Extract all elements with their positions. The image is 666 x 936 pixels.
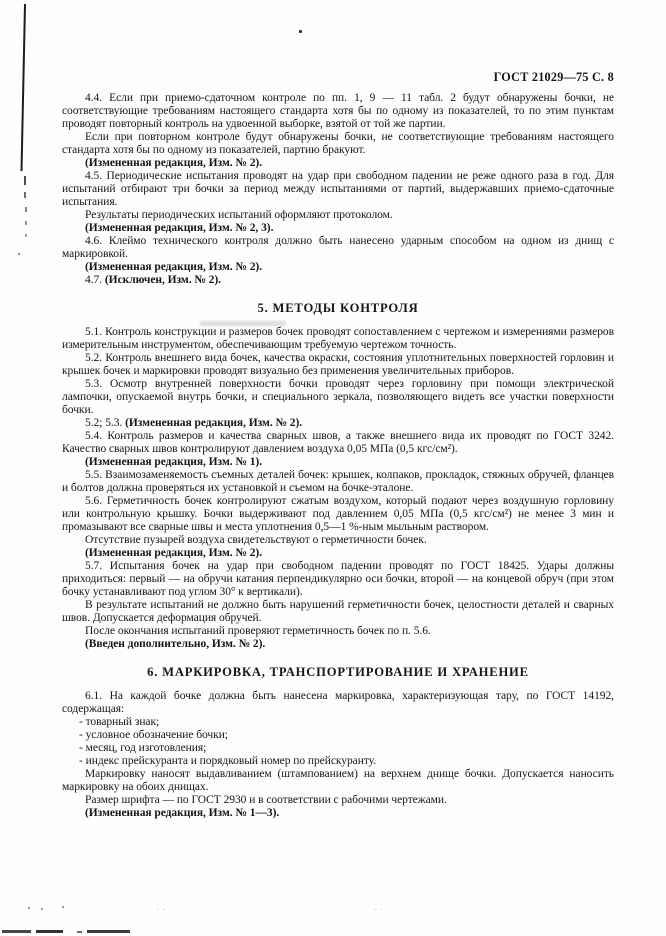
clause-4-6-paragraph: 4.6. Клеймо технического контроля должно быть нанесено ударным способом на одном из днищ с маркировкой. <box>62 235 614 260</box>
clause-6-1-paragraph-3: Размер шрифта — по ГОСТ 2930 и в соответствии с рабочими чертежами. <box>85 794 447 806</box>
scan-artifact-dash <box>24 176 26 185</box>
scan-artifact-speck <box>299 30 302 33</box>
doc-body <box>62 92 614 820</box>
clause-5-7-paragraph-3: После окончания испытаний проверяют герметичность бочек по п. 5.6. <box>85 625 431 637</box>
scan-artifact-edge-strip <box>2 930 31 933</box>
clause-4-4-paragraph-2: Если при повторном контроле будут обнаружены бочки, не соответствующие требованиям настоящего стандарта хотя бы по одному из показателей, партию бракуют. <box>62 131 614 156</box>
marking-list-item: - товарный знак; <box>79 716 160 728</box>
revision-note-inline: (Измененная редакция, Изм. № 2). <box>125 417 303 429</box>
section-heading-5: 5. МЕТОДЫ КОНТРОЛЯ <box>257 301 419 315</box>
scan-artifact-speck <box>157 909 158 910</box>
scan-artifact-edge-strip <box>87 930 130 933</box>
clause-4-4-paragraph: 4.4. Если при приемо-сдаточном контроле по пп. 1, 9 — 11 табл. 2 будут обнаружены бочки, не соответствующие требованиям настоящего стандарта хотя бы по одному из показателей, то по этим пунктам проводят повторный контроль на удвоенной выборке, взятой от той же партии. <box>62 92 614 130</box>
scan-artifact-edge-strip <box>36 930 63 933</box>
clause-5-4-paragraph: 5.4. Контроль размеров и качества сварных швов, а также внешнего вида их проводят по ГОСТ 3242. Качество сварных швов контролируют давлением воздуха 0,05 МПа (0,5 кгс/см²). <box>62 430 614 455</box>
clause-5-3-paragraph: 5.3. Осмотр внутренней поверхности бочки проводят через горловину при помощи электрической лампочки, опускаемой внутрь бочки, и специального зеркала, позволяющего видеть все участки поверхности бочки. <box>62 378 614 416</box>
clause-4-5-paragraph-2: Результаты периодических испытаний оформляют протоколом. <box>85 209 393 221</box>
scan-artifact-speck <box>18 253 20 255</box>
clause-6-1-paragraph-2: Маркировку наносят выдавливанием (штампованием) на верхнем днище бочки. Допускается наносить маркировку на обоих днищах. <box>62 768 614 793</box>
scan-artifact-speck <box>28 907 30 909</box>
clause-6-1-paragraph: 6.1. На каждой бочке должна быть нанесена маркировка, характеризующая тару, по ГОСТ 14192, содержащая: <box>62 690 614 715</box>
revision-note-inline: (Исключен, Изм. № 2). <box>104 274 221 286</box>
scan-artifact-dash <box>25 207 27 212</box>
scan-artifact-speck <box>41 908 43 910</box>
clause-number: 4.7. <box>85 274 105 286</box>
revision-note: (Измененная редакция, Изм. № 1). <box>85 456 263 468</box>
clause-5-6-paragraph-2: Отсутствие пузырей воздуха свидетельствуют о герметичности бочек. <box>85 534 427 546</box>
clause-5-1-paragraph: 5.1. Контроль конструкции и размеров бочек проводят сопоставлением с чертежом и измерениями размеров измерительным инструментом, обеспечивающим требуемую чертежом точность. <box>62 326 614 351</box>
section-heading-6: 6. МАРКИРОВКА, ТРАНСПОРТИРОВАНИЕ И ХРАНЕНИЕ <box>147 665 529 679</box>
revision-note: (Измененная редакция, Изм. № 1—3). <box>85 807 280 819</box>
clause-5-5-paragraph: 5.5. Взаимозаменяемость съемных деталей бочек: крышек, колпаков, прокладок, стяжных обручей, фланцев и болтов должна проверяться их установкой и съемом на бочке-эталоне. <box>62 469 614 494</box>
scan-artifact-dash <box>24 192 26 198</box>
clause-5-2-paragraph: 5.2. Контроль внешнего вида бочек, качества окраски, состояния уплотнительных поверхностей горловин и крышек бочек и маркировки проводят визуально без применения увеличительных приборов. <box>62 352 614 377</box>
doc-header-standard-number: ГОСТ 21029—75 С. 8 <box>493 70 614 84</box>
marking-list-item: - индекс прейскуранта и порядковый номер по прейскуранту. <box>79 755 377 767</box>
scan-artifact-edge-strip <box>77 931 82 933</box>
clause-number: 5.2; 5.3. <box>85 417 126 429</box>
revision-note: (Измененная редакция, Изм. № 2, 3). <box>85 222 274 234</box>
clause-5-2-5-3-revision <box>62 417 614 430</box>
clause-5-7-paragraph-2: В результате испытаний не должно быть нарушений герметичности бочек, целостности деталей и сварных швов. Допускается деформация обручей. <box>62 599 614 624</box>
scan-artifact-dash <box>25 234 27 237</box>
scan-artifact-speck <box>375 909 376 910</box>
scan-artifact-speck <box>381 909 382 910</box>
marking-list-item: - месяц, год изготовления; <box>79 742 207 754</box>
clause-4-7-paragraph <box>62 274 614 287</box>
scan-artifact-vertical-line <box>21 4 26 171</box>
clause-4-5-paragraph: 4.5. Периодические испытания проводят на удар при свободном падении не реже одного раза в год. Для испытаний отбирают три бочки за период между испытаниями от партий, выдержавших приемо-сдаточные испытания. <box>62 170 614 208</box>
scan-artifact-speck <box>62 906 64 908</box>
revision-note: (Введен дополнительно, Изм. № 2). <box>85 638 266 650</box>
revision-note: (Измененная редакция, Изм. № 2). <box>85 261 263 273</box>
marking-list-item: - условное обозначение бочки; <box>79 729 228 741</box>
revision-note: (Измененная редакция, Изм. № 2). <box>85 547 263 559</box>
scan-artifact-dash <box>25 221 27 225</box>
revision-note: (Измененная редакция, Изм. № 2). <box>85 157 263 169</box>
clause-5-6-paragraph: 5.6. Герметичность бочек контролируют сжатым воздухом, который подают через воздушную горловину или контрольную крышку. Бочки выдерживают под давлением 0,05 МПа (0,5 кгс/см²) не менее 3 мин и промазывают все сварные швы и места уплотнения 0,5—1 %-ным мыльным раствором. <box>62 495 614 533</box>
scan-artifact-speck <box>163 909 164 910</box>
clause-5-7-paragraph: 5.7. Испытания бочек на удар при свободном падении проводят по ГОСТ 18425. Удары должны приходиться: первый — на обручи катания перпендикулярно оси бочки, второй — на концевой обруч (при этом бочку устанавливают под углом 30° к вертикали). <box>62 560 614 598</box>
